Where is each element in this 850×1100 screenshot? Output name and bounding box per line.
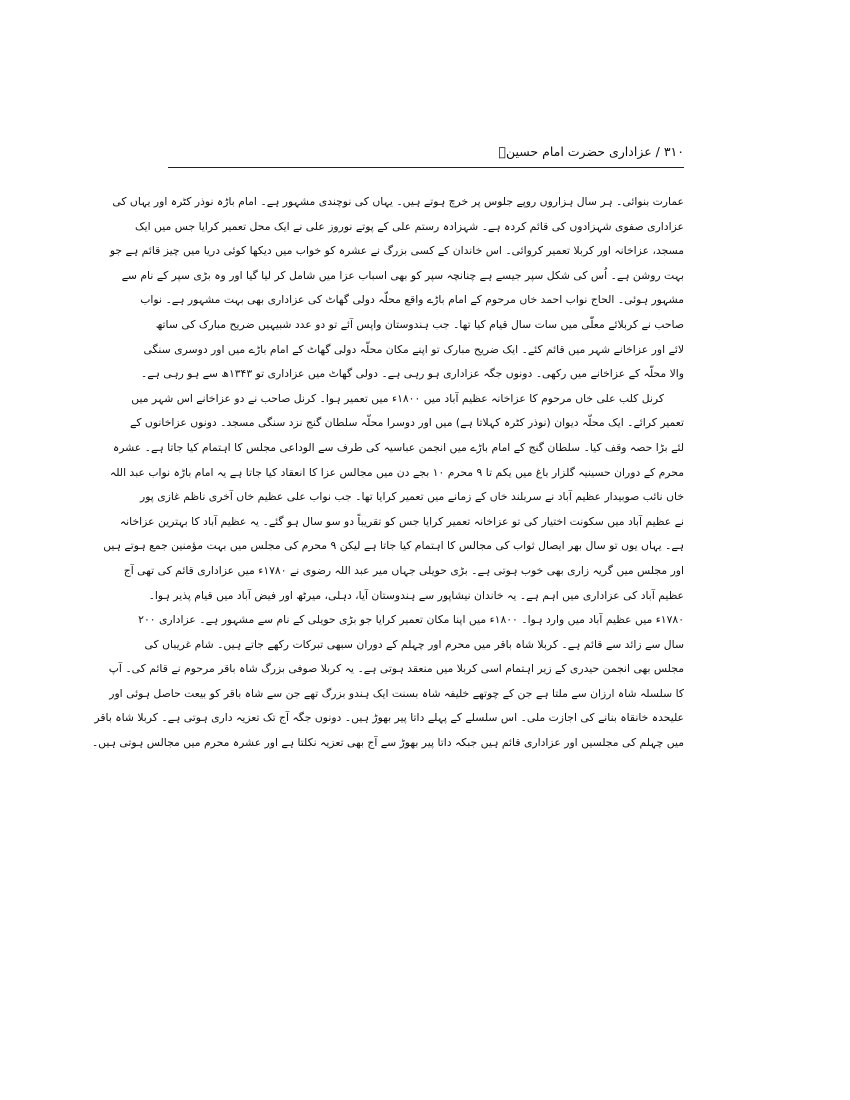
- text-line: مشہور ہوئی۔ الحاج نواب احمد خاں مرحوم کے امام باڑے واقع محلّہ دولی گھاٹ کی عزاداری بھی بہت مشہور ہے۔ نواب: [140, 293, 684, 307]
- text-line: محرم کے دوران حسینیہ گلزار باغ میں یکم تا ۹ محرم ۱۰ بجے دن میں مجالس عزا کا انعقاد کیا جاتا ہے یہ امام باڑہ نواب عبد اللہ: [109, 465, 684, 479]
- body-text: [91, 190, 684, 840]
- text-line: ۱۷۸۰ء میں عظیم آباد میں وارد ہوا۔ ۱۸۰۰ء میں اپنا مکان تعمیر کرایا جو بڑی حویلی کے نام سے مشہور ہے۔ عزاداری ۲۰۰: [138, 613, 684, 627]
- paragraph-1: [109, 190, 684, 387]
- text-line: عمارت بنوائی۔ ہر سال ہزاروں روپے جلوس پر خرچ ہوتے ہیں۔ یہاں کی نوچندی مشہور ہے۔ امام باڑہ نوذر کٹرہ اور یہاں کی: [112, 195, 684, 208]
- text-line: ہے۔ یہاں یوں تو سال بھر ایصال ثواب کی مجالس کا اہتمام کیا جاتا ہے لیکن ۹ محرم کی مجلس میں بہت مؤمنین جمع ہوتے ہیں: [103, 539, 684, 553]
- text-line: سال سے زائد سے قائم ہے۔ کربلا شاہ باقر میں محرم اور چہلم کے دوران سبھی تبرکات رکھے جاتے ہیں۔ شام غریباں کی: [144, 637, 684, 651]
- text-line: مسجد، عزاخانہ اور کربلا تعمیر کروائی۔ اس خاندان کے کسی بزرگ نے عشرہ کو خواب میں دیکھا کوئی دریا میں چیز قائم ہے جو: [109, 244, 684, 258]
- text-line: کرنل کلب علی خاں مرحوم کا عزاخانہ عظیم آباد میں ۱۸۰۰ء میں تعمیر ہوا۔ کرنل صاحب نے دو عزاخانے اس شہر میں: [131, 391, 664, 405]
- text-line: میں چہلم کی مجلسیں اور عزاداری قائم ہیں جبکہ داتا پیر بھوڑ سے آج بھی تعزیہ نکلتا ہے اور عشرہ محرم میں مجالس ہوتی ہیں۔: [91, 736, 684, 750]
- text-line: لائے اور عزاخانے شہر میں قائم کئے۔ ایک ضریح مبارک تو اپنے مکان محلّہ دولی گھاٹ کے امام باڑے میں اور دوسری سنگی: [143, 342, 684, 356]
- text-line: کا سلسلہ شاہ ارزان سے ملتا ہے جن کے چوتھے خلیفہ شاہ بسنت ایک ہندو بزرگ تھے جن سے شاہ باقر کو بیعت حاصل ہوئی اور: [109, 686, 684, 700]
- text-line: مجلس بھی انجمن حیدری کے زیر اہتمام اسی کربلا میں منعقد ہوتی ہے۔ یہ کربلا صوفی بزرگ شاہ باقر مرحوم نے قائم کی۔ آپ: [108, 662, 684, 676]
- header-divider: [168, 167, 684, 168]
- text-line: والا محلّہ کے عزاخانے میں رکھی۔ دونوں جگہ عزاداری ہو رہی ہے۔ دولی گھاٹ میں عزاداری تو ۱۳۴۳ھ سے ہو رہی ہے۔: [140, 367, 684, 381]
- text-line: خاں نائب صوبیدار عظیم آباد نے سربلند خاں کے زمانے میں تعمیر کرایا تھا۔ جب نواب علی عظیم خاں آخری ناظم غازی پور: [140, 490, 684, 504]
- text-line: بہت روشن ہے۔ اُس کی شکل سپر جیسے ہے چنانچہ سپر کو بھی اسباب عزا میں شامل کر لیا گیا اور وہ بڑی سپر کے نام سے: [121, 268, 684, 282]
- running-header: [168, 138, 684, 166]
- text-line: صاحب نے کربلائے معلّٰی میں سات سال قیام کیا تھا۔ جب ہندوستان واپس آئے تو دو عدد شبیہیں ضریح مبارک کی ساتھ: [155, 317, 684, 331]
- text-line: نے عظیم آباد میں سکونت اختیار کی تو عزاخانہ تعمیر کرایا جس کو تقریباً دو سو سال ہو گئے۔ یہ عظیم آباد کا بہترین عزاخانہ: [119, 514, 684, 528]
- text-line: عزاداری صفوی شہزادوں کی قائم کردہ ہے۔ شہزادہ رستم علی کے پوتے نوروز علی نے ایک محل تعمیر کرایا جس میں ایک: [134, 219, 684, 233]
- paragraph-2: [91, 387, 684, 756]
- text-line: تعمیر کرائے۔ ایک محلّہ دیوان (نوذر کٹرہ کہلاتا ہے) میں اور دوسرا محلّہ سلطان گنج نزد سنگی مسجد۔ دونوں عزاخانوں کے: [130, 416, 684, 430]
- text-line: علیحدہ خانقاہ بنانے کی اجازت ملی۔ اس سلسلے کے پہلے داتا پیر بھوڑ ہیں۔ دونوں جگہ آج تک تعزیہ داری ہوتی ہے۔ کربلا شاہ باقر: [94, 711, 684, 725]
- text-line: عظیم آباد کی عزاداری میں اہم ہے۔ یہ خاندان نیشاپور سے ہندوستان آیا، دہلی، میرٹھ اور فیض آباد میں قیام پذیر ہوا۔: [148, 588, 684, 602]
- text-line: لئے بڑا حصہ وقف کیا۔ سلطان گنج کے امام باڑے میں انجمن عباسیہ کی طرف سے الوداعی مجلس کا اہتمام کیا جاتا ہے۔ عشرہ: [112, 440, 684, 454]
- page-number-and-title: ۳۱۰ / عزاداری حضرت امام حسینؑ: [498, 144, 684, 159]
- text-line: اور مجلس میں گریہ زاری بھی خوب ہوتی ہے۔ بڑی حویلی جہاں میر عبد اللہ رضوی نے ۱۷۸۰ء میں عزاداری قائم کی تھی آج: [123, 563, 684, 577]
